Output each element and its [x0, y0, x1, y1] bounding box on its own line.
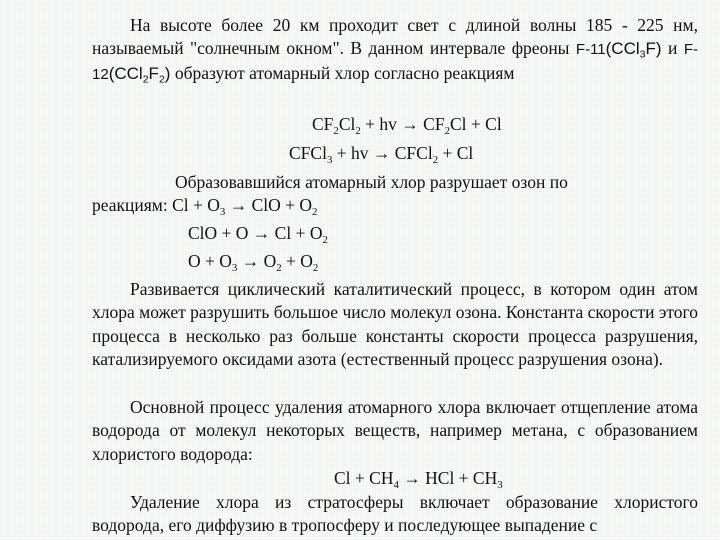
paragraph-ozone-intro: Образовавшийся атомарный хлор разрушает озон по: [175, 172, 568, 192]
reaction-clo-o: ClO + $O \to Cl + O_2$: [188, 223, 328, 246]
paragraph-catalytic: Развивается циклический каталитический процесс, в котором один атом хлора может разрушить большое число молекул озона. Константа скорости этого процесса в несколько раз больше константы скорости процесса разрушения, катализируемого оксидами азота (естественный процесс разрушения озона).: [92, 279, 698, 370]
reaction-cfcl3: CFCl$_3$ + hv → CFCl$_2$ + Cl: [289, 143, 474, 166]
reaction-cl-o3: реакциям: $Cl + O_3$ → ClO + $O_2$: [92, 195, 318, 218]
reaction-o-o3: $O + O_3 \to O_2 + O_2$: [188, 251, 319, 274]
paragraph-stratosphere: Удаление хлора из стратосферы включает образование хлористого водорода, его диффузию в тропосферу и последующее выпадение с: [92, 492, 698, 536]
reaction-cl-ch4: $Cl + CH_4$ → HCl + $CH_3$: [334, 468, 503, 491]
formula-ccl2f2: $(CCl_2F_2)$: [108, 63, 171, 86]
formula-ccl3f: (CCl$_3$F): [605, 39, 662, 62]
paragraph-solar-window: На высоте более 20 км проходит свет с длиной волны 185 - 225 нм, называемый "солнечным окном". В данном интервале фреоны F-11(CCl$_3$F) и $F-12(CCl_2F_2)$ образуют атомарный хлор согласно реакциям: [92, 15, 698, 86]
reaction-cf2cl2: $CF_2Cl_2$ + hv → $CF_2Cl + Cl$: [312, 114, 502, 137]
paragraph-removal: Основной процесс удаления атомарного хлора включает отщепление атома водорода от молекул некоторых веществ, например метана, с образованием хлористого водорода:: [92, 397, 698, 464]
